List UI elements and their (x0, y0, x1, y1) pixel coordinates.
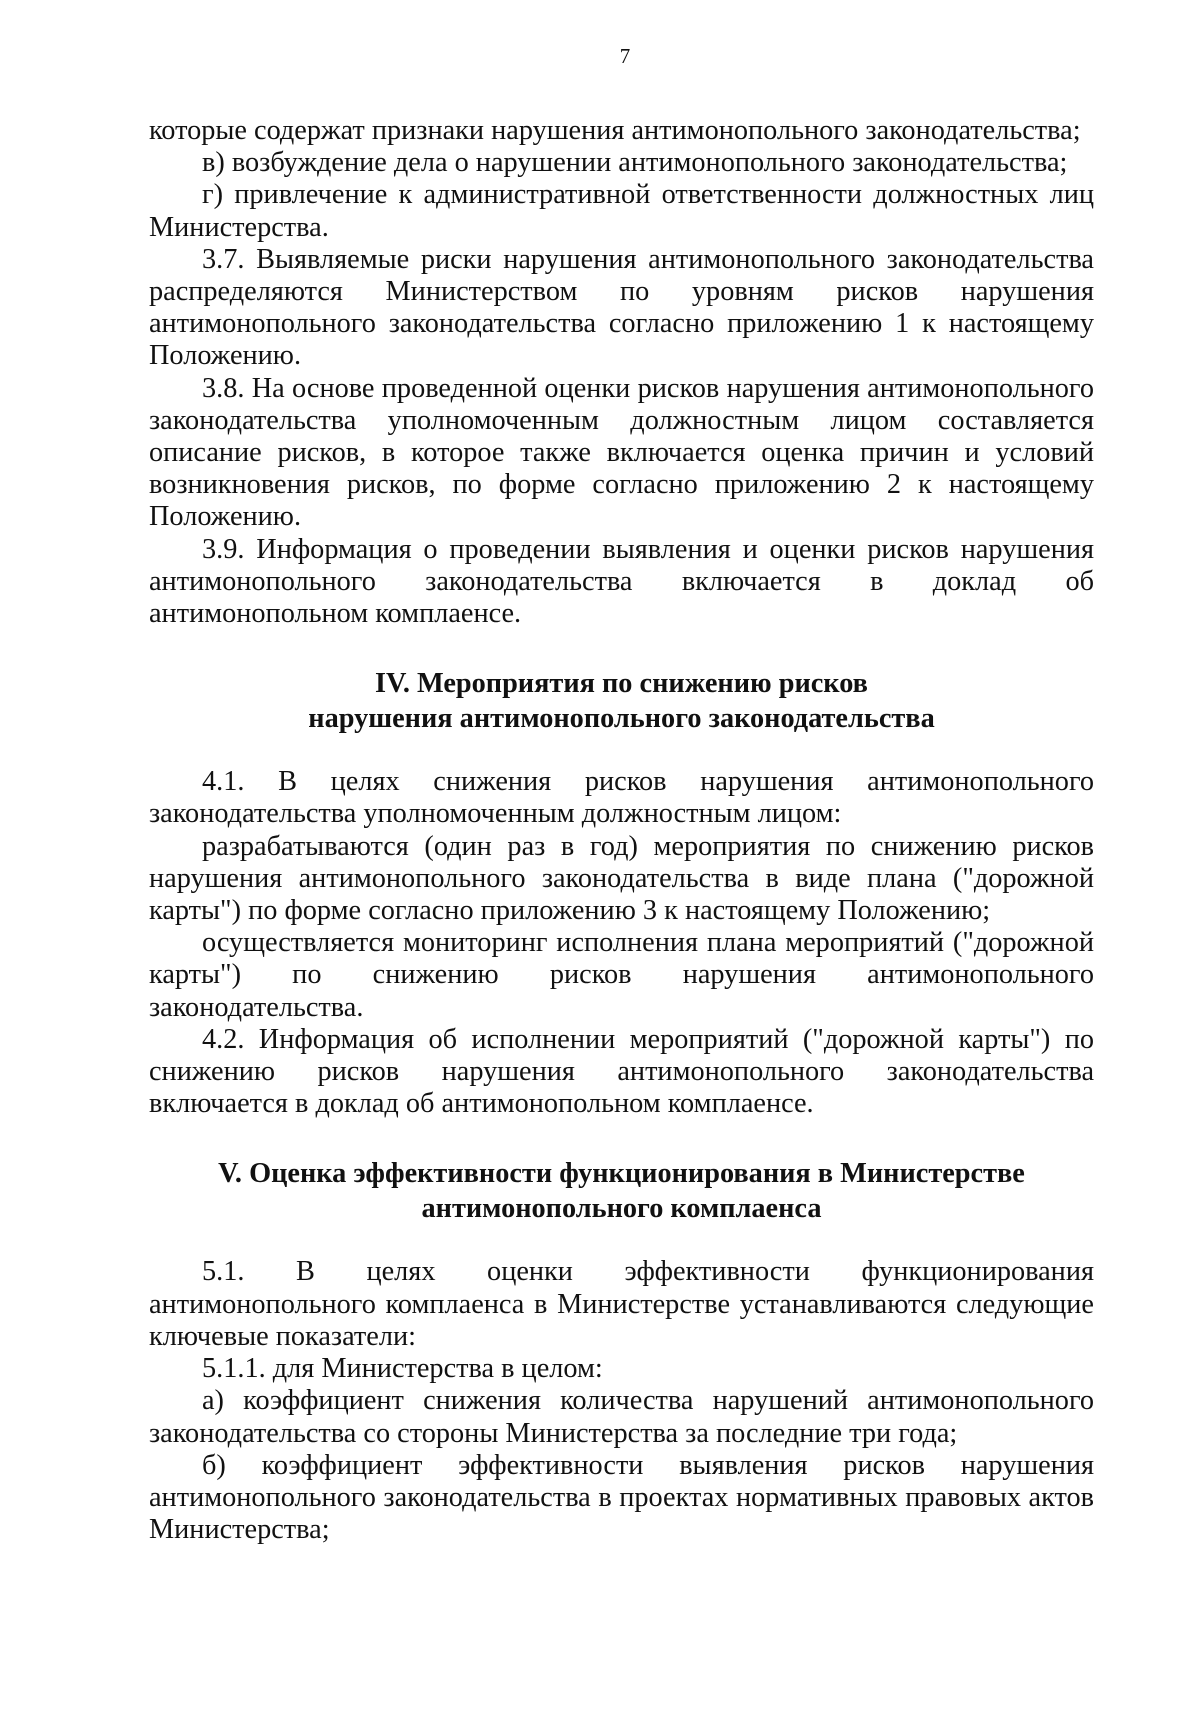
section-iv-heading-line2: нарушения антимонопольного законодательства (308, 703, 935, 735)
document-body (149, 115, 1094, 1546)
paragraph-5-1-1-b: б) коэффициент эффективности выявления рисков нарушения антимонопольного законодательства в проектах нормативных правовых актов Министерства; (149, 1449, 1094, 1546)
page-number: 7 (619, 44, 631, 68)
paragraph-5-1-1-a: а) коэффициент снижения количества нарушений антимонопольного законодательства со стороны Министерства за последние три года; (149, 1385, 1094, 1449)
paragraph-3-7: 3.7. Выявляемые риски нарушения антимонопольного законодательства распределяются Министерством по уровням рисков нарушения антимонопольного законодательства согласно приложению 1 к настоящему Положению. (149, 243, 1094, 372)
section-v-heading-line1: V. Оценка эффективности функционирования в Министерстве (218, 1158, 1025, 1190)
paragraph-4-1: 4.1. В целях снижения рисков нарушения антимонопольного законодательства уполномоченным должностным лицом: (149, 766, 1094, 830)
paragraph-5-1: 5.1. В целях оценки эффективности функционирования антимонопольного комплаенса в Министерстве устанавливаются следующие ключевые показатели: (149, 1256, 1094, 1352)
paragraph-item-v: в) возбуждение дела о нарушении антимонопольного законодательства; (202, 147, 1068, 179)
paragraph-4-1-monitoring: осуществляется мониторинг исполнения плана мероприятий ("дорожной карты") по снижению рисков нарушения антимонопольного законодательства. (149, 927, 1094, 1023)
paragraph-4-1-plan: разрабатываются (один раз в год) мероприятия по снижению рисков нарушения антимонопольного законодательства в виде плана ("дорожной карты") по форме согласно приложению 3 к настоящему Положению; (149, 830, 1094, 927)
section-iv-heading (149, 666, 1094, 736)
paragraph-4-2: 4.2. Информация об исполнении мероприятий ("дорожной карты") по снижению рисков нарушения антимонопольного законодательства включается в доклад об антимонопольном комплаенсе. (149, 1023, 1094, 1120)
section-v-heading (149, 1156, 1094, 1226)
paragraph-continuation: которые содержат признаки нарушения антимонопольного законодательства; (149, 115, 1081, 146)
paragraph-3-9: 3.9. Информация о проведении выявления и оценки рисков нарушения антимонопольного законодательства включается в доклад об антимонопольном комплаенсе. (149, 533, 1094, 630)
section-v-heading-line2: антимонопольного комплаенса (421, 1193, 822, 1225)
section-iv-heading-line1: IV. Мероприятия по снижению рисков (375, 668, 868, 700)
paragraph-3-8: 3.8. На основе проведенной оценки рисков нарушения антимонопольного законодательства уполномоченным должностным лицом составляется описание рисков, в которое также включается оценка причин и условий возникновения рисков, по форме согласно приложению 2 к настоящему Положению. (149, 372, 1094, 533)
paragraph-5-1-1: 5.1.1. для Министерства в целом: (202, 1353, 603, 1385)
paragraph-item-g: г) привлечение к административной ответственности должностных лиц Министерства. (149, 179, 1094, 243)
